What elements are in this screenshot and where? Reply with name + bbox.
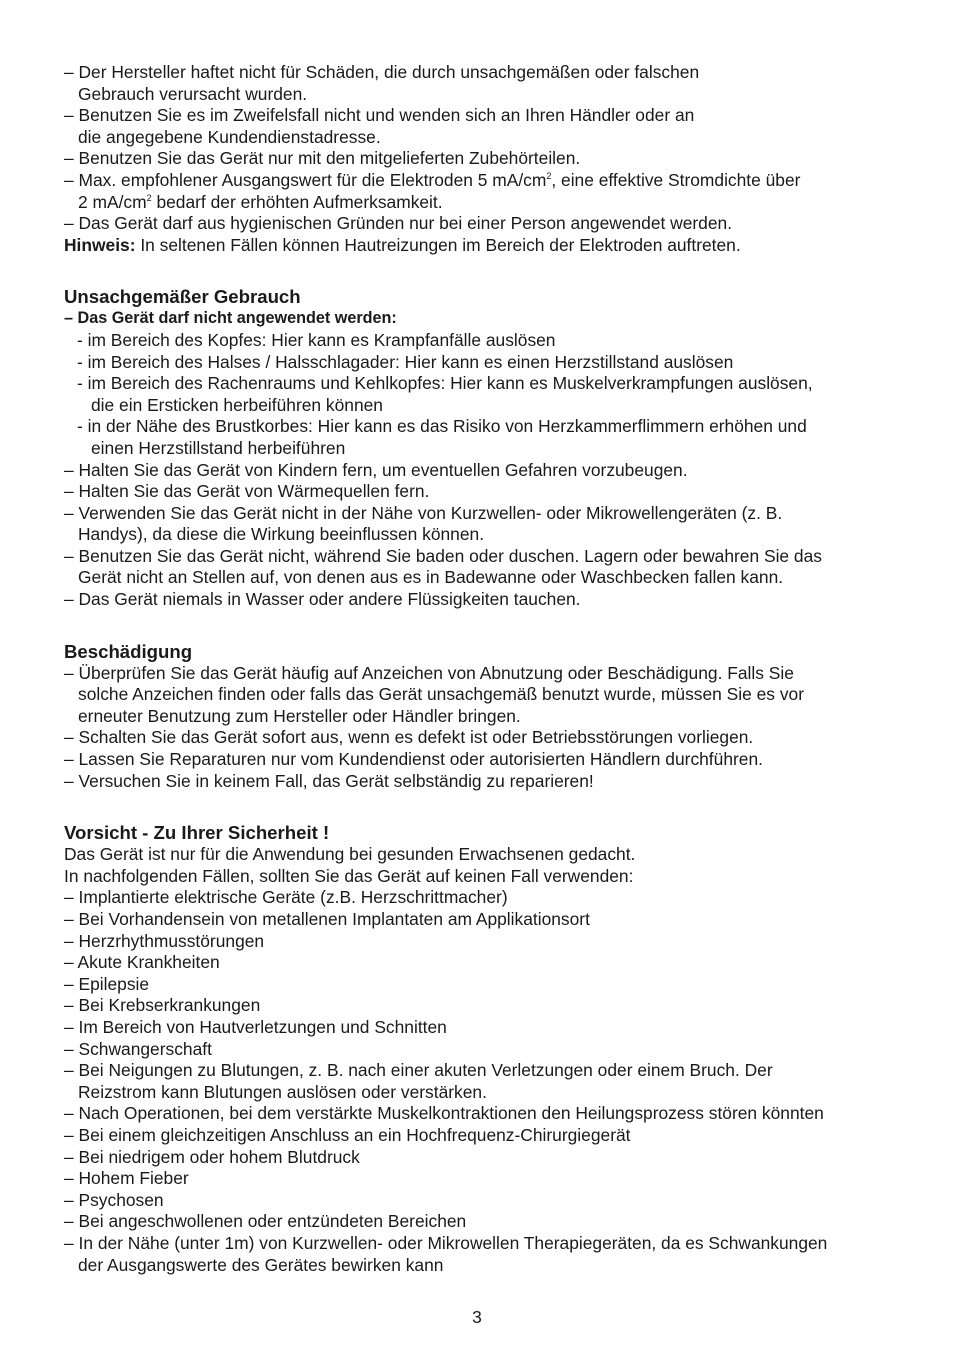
intro-line: Gebrauch verursacht wurden. (78, 83, 308, 104)
paragraph-line: Das Gerät ist nur für die Anwendung bei gesunden Erwachsenen gedacht. (64, 844, 636, 865)
intro-line (64, 170, 894, 192)
note-line (64, 235, 894, 257)
list-item: – Schwangerschaft (64, 1038, 212, 1059)
section-heading: Unsachgemäßer Gebrauch (64, 286, 301, 308)
list-item: – Bei niedrigem oder hohem Blutdruck (64, 1146, 360, 1167)
list-item: – Bei einem gleichzeitigen Anschluss an ein Hochfrequenz-Chirurgiegerät (64, 1124, 631, 1145)
list-item: erneuter Benutzung zum Hersteller oder Händler bringen. (78, 705, 521, 726)
list-item: einen Herzstillstand herbeiführen (91, 437, 346, 458)
list-item: Reizstrom kann Blutungen auslösen oder verstärken. (78, 1081, 487, 1102)
section-heading: Beschädigung (64, 640, 193, 662)
list-item: solche Anzeichen finden oder falls das Gerät unsachgemäß benutzt wurde, müssen Sie es vor (78, 684, 804, 705)
list-item: Handys), da diese die Wirkung beeinflussen können. (78, 524, 485, 545)
list-item: – Hohem Fieber (64, 1168, 189, 1189)
page-number: 3 (472, 1307, 482, 1327)
list-item: – Bei Neigungen zu Blutungen, z. B. nach einer akuten Verletzungen oder einem Bruch. Der (64, 1060, 773, 1081)
superscript: 2 (546, 171, 552, 182)
misuse-section (64, 286, 894, 610)
damage-section (64, 641, 894, 793)
list-item: – Versuchen Sie in keinem Fall, das Gerät selbständig zu reparieren! (64, 770, 594, 791)
list-item: – Epilepsie (64, 973, 150, 994)
list-item: – Überprüfen Sie das Gerät häufig auf Anzeichen von Abnutzung oder Beschädigung. Falls Sie (64, 662, 794, 683)
intro-line: – Benutzen Sie es im Zweifelsfall nicht und wenden sich an Ihren Händler oder an (64, 105, 695, 126)
list-item: - in der Nähe des Brustkorbes: Hier kann es das Risiko von Herzkammerflimmern erhöhen und (77, 416, 807, 437)
list-item: – Halten Sie das Gerät von Kindern fern, um eventuellen Gefahren vorzubeugen. (64, 459, 688, 480)
intro-section (64, 62, 894, 256)
list-item: – Benutzen Sie das Gerät nicht, während Sie baden oder duschen. Lagern oder bewahren Sie das (64, 545, 822, 566)
list-item: – Bei Krebserkrankungen (64, 995, 261, 1016)
section-heading: Vorsicht - Zu Ihrer Sicherheit ! (64, 822, 330, 844)
paragraph-line: In nachfolgenden Fällen, sollten Sie das Gerät auf keinen Fall verwenden: (64, 865, 634, 886)
note-label: Hinweis: (64, 234, 136, 255)
list-item: – Nach Operationen, bei dem verstärkte Muskelkontraktionen den Heilungsprozess stören könnten (64, 1103, 824, 1124)
list-item: – Psychosen (64, 1189, 164, 1210)
list-item: – Verwenden Sie das Gerät nicht in der Nähe von Kurzwellen- oder Mikrowellengeräten (z. B. (64, 502, 783, 523)
list-item: – In der Nähe (unter 1m) von Kurzwellen- oder Mikrowellen Therapiegeräten, da es Schwankungen (64, 1232, 828, 1253)
list-item: - im Bereich des Halses / Halsschlagader: Hier kann es einen Herzstillstand auslösen (77, 351, 734, 372)
list-item: – Das Gerät niemals in Wasser oder andere Flüssigkeiten tauchen. (64, 589, 581, 610)
intro-text: 2 mA/cm (78, 191, 147, 212)
list-item: die ein Ersticken herbeiführen können (91, 394, 383, 415)
intro-text: bedarf der erhöhten Aufmerksamkeit. (151, 191, 443, 212)
caution-section (64, 822, 894, 1276)
intro-text: – Max. empfohlener Ausgangswert für die Elektroden 5 mA/cm (64, 169, 547, 190)
list-item: – Implantierte elektrische Geräte (z.B. Herzschrittmacher) (64, 887, 508, 908)
intro-line: – Benutzen Sie das Gerät nur mit den mitgelieferten Zubehörteilen. (64, 148, 581, 169)
list-item: – Herzrhythmusstörungen (64, 930, 265, 951)
list-item: - im Bereich des Rachenraums und Kehlkopfes: Hier kann es Muskelverkrampfungen auslösen, (77, 373, 813, 394)
list-item: – Im Bereich von Hautverletzungen und Schnitten (64, 1016, 447, 1037)
list-item: – Akute Krankheiten (64, 952, 220, 973)
intro-line: – Das Gerät darf aus hygienischen Gründen nur bei einer Person angewendet werden. (64, 213, 733, 234)
section-subheading: – Das Gerät darf nicht angewendet werden: (64, 309, 397, 328)
list-item: – Schalten Sie das Gerät sofort aus, wenn es defekt ist oder Betriebsstörungen vorliegen. (64, 727, 754, 748)
document-page (64, 62, 894, 1276)
intro-line: – Der Hersteller haftet nicht für Schäden, die durch unsachgemäßen oder falschen (64, 62, 700, 82)
note-text: In seltenen Fällen können Hautreizungen im Bereich der Elektroden auftreten. (135, 234, 741, 255)
list-item: - im Bereich des Kopfes: Hier kann es Krampfanfälle auslösen (77, 329, 556, 350)
list-item: – Lassen Sie Reparaturen nur vom Kundendienst oder autorisierten Händlern durchführen. (64, 749, 763, 770)
intro-line (64, 192, 894, 214)
list-item: der Ausgangswerte des Gerätes bewirken kann (78, 1254, 444, 1275)
list-item: Gerät nicht an Stellen auf, von denen aus es in Badewanne oder Waschbecken fallen kann. (78, 567, 784, 588)
list-item: – Halten Sie das Gerät von Wärmequellen fern. (64, 481, 430, 502)
intro-line: die angegebene Kundendienstadresse. (78, 126, 381, 147)
list-item: – Bei angeschwollenen oder entzündeten Bereichen (64, 1211, 467, 1232)
superscript: 2 (146, 192, 152, 203)
intro-text: , eine effektive Stromdichte über (551, 169, 801, 190)
list-item: – Bei Vorhandensein von metallenen Implantaten am Applikationsort (64, 909, 590, 929)
